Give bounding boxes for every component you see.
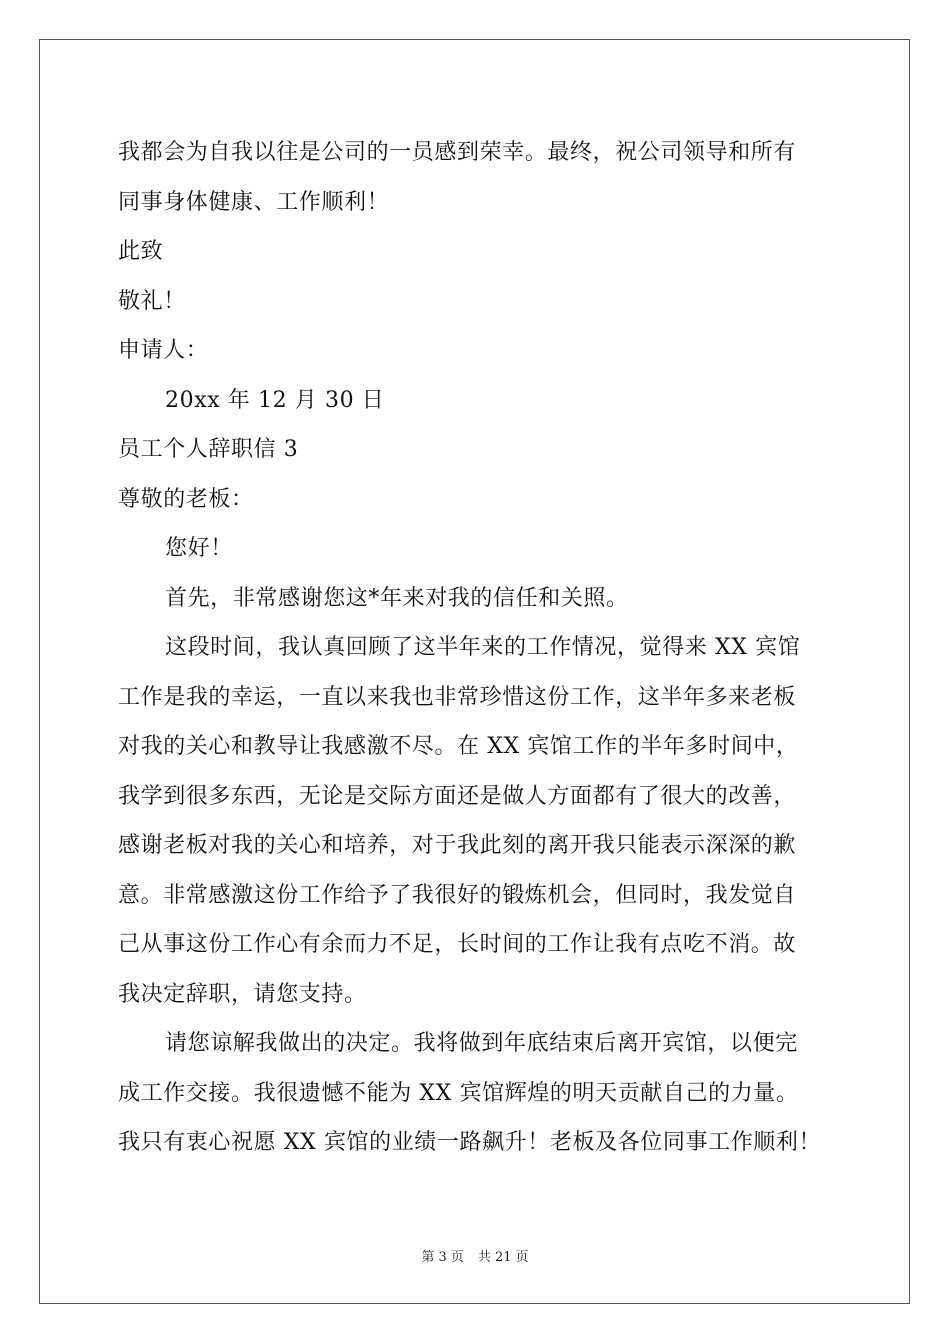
text-line: 请您谅解我做出的决定。我将做到年底结束后离开宾馆，以便完 (165, 1031, 798, 1056)
text-line: 工作是我的幸运，一直以来我也非常珍惜这份工作，这半年多来老板 (118, 684, 797, 710)
page-number: 第 3 页 (421, 1250, 464, 1265)
text-line: 己从事这份工作心有余而力不足，长时间的工作让我有点吃不消。故 (118, 932, 797, 957)
text-line: 我决定辞职，请您支持。 (118, 981, 367, 1007)
page-total: 共 21 页 (477, 1250, 529, 1265)
greeting: 您好！ (165, 536, 233, 561)
closing-regards: 敬礼！ (118, 288, 186, 314)
text-line: 我学到很多东西，无论是交际方面还是做人方面都有了很大的改善， (118, 783, 797, 809)
text-line: 这段时间，我认真回顾了这半年来的工作情况，觉得来 XX 宾馆 (165, 635, 801, 660)
section-title: 员工个人辞职信 3 (118, 437, 299, 462)
text-line: 我只有衷心祝愿 XX 宾馆的业绩一路飙升！老板及各位同事工作顺利！ (118, 1130, 822, 1155)
text-line: 我都会为自我以往是公司的一员感到荣幸。最终，祝公司领导和所有 (118, 140, 797, 165)
text-line: 同事身体健康、工作顺利！ (118, 189, 390, 215)
letter-date: 20xx 年 12 月 30 日 (165, 387, 385, 413)
letter-salutation: 尊敬的老板： (118, 486, 254, 512)
closing-salutation: 此致 (118, 239, 164, 264)
text-line: 成工作交接。我很遗憾不能为 XX 宾馆辉煌的明天贡献自己的力量。 (118, 1080, 799, 1106)
text-line: 意。非常感激这份工作给予了我很好的锻炼机会，但同时，我发觉自 (118, 882, 797, 908)
text-line: 首先，非常感谢您这*年来对我的信任和关照。 (165, 585, 629, 611)
page-footer (0, 1246, 950, 1265)
document-body (118, 128, 838, 1168)
text-line: 对我的关心和教导让我感激不尽。在 XX 宾馆工作的半年多时间中， (118, 734, 799, 759)
text-line: 感谢老板对我的关心和培养，对于我此刻的离开我只能表示深深的歉 (118, 833, 797, 858)
applicant-label: 申请人： (118, 338, 209, 363)
